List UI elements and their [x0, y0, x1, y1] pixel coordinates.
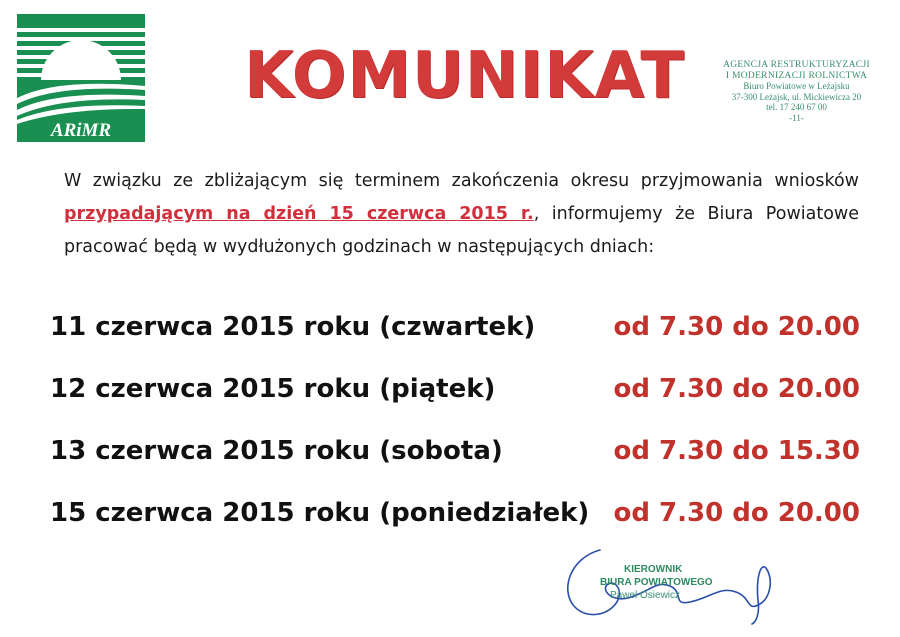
- stamp-line: Biuro Powiatowe w Leżajsku: [743, 81, 850, 91]
- schedule-hours: od 7.30 do 20.00: [613, 312, 860, 342]
- intro-text: W związku ze zbliżającym się terminem zakończenia okresu przyjmowania wniosków: [64, 171, 859, 191]
- stamp-line: I MODERNIZACJI ROLNICTWA: [725, 70, 868, 81]
- logo-text: ARiMR: [50, 120, 112, 141]
- schedule-row: [50, 436, 860, 476]
- page-title: KOMUNIKAT: [244, 39, 685, 113]
- stamp-line: -11-: [789, 112, 804, 123]
- signature-role: KIEROWNIK: [624, 564, 683, 575]
- intro-paragraph: [64, 165, 859, 264]
- schedule-date: 15 czerwca 2015 roku (poniedziałek): [50, 498, 590, 528]
- signature-stamp: [600, 563, 713, 602]
- schedule-row: [50, 312, 860, 352]
- office-stamp: [704, 60, 889, 123]
- stamp-line: AGENCJA RESTRUKTURYZACJI: [723, 60, 870, 70]
- schedule-hours: od 7.30 do 20.00: [613, 374, 860, 404]
- signature-name: Paweł Osiewicz: [610, 590, 681, 601]
- stamp-line: tel. 17 240 67 00: [766, 102, 827, 112]
- schedule-date: 13 czerwca 2015 roku (sobota): [50, 436, 503, 466]
- schedule-hours: od 7.30 do 15.30: [613, 436, 860, 466]
- intro-text: , informujemy że Biura Powiatowe pracować będą w wydłużonych godzinach w następujących dniach:: [64, 204, 859, 257]
- signature-role: BIURA POWIATOWEGO: [600, 577, 713, 588]
- schedule-hours: od 7.30 do 20.00: [613, 498, 860, 528]
- stamp-line: 37-300 Leżajsk, ul. Mickiewicza 20: [731, 91, 862, 102]
- schedule-date: 11 czerwca 2015 roku (czwartek): [50, 312, 536, 342]
- deadline-highlight: przypadającym na dzień 15 czerwca 2015 r.: [64, 204, 534, 224]
- schedule-row: [50, 374, 860, 414]
- arimr-logo: [17, 14, 145, 142]
- schedule-row: [50, 498, 860, 538]
- schedule-date: 12 czerwca 2015 roku (piątek): [50, 374, 496, 404]
